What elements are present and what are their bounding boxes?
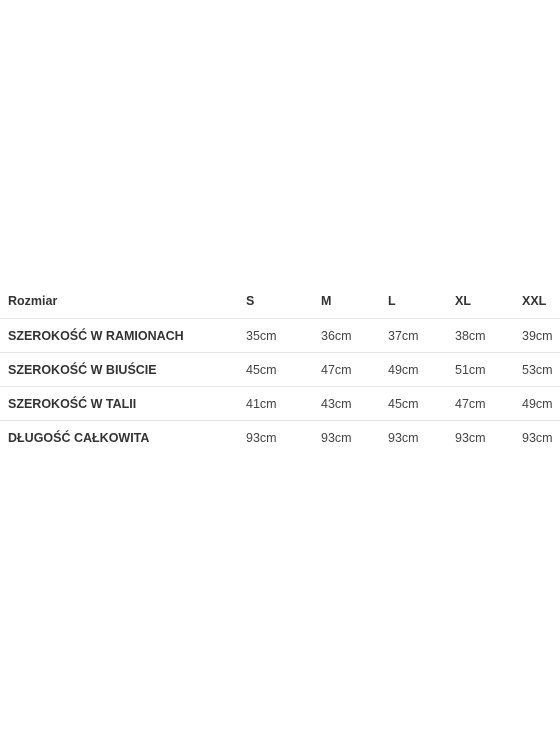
table-cell: 38cm — [447, 319, 514, 353]
table-cell: 41cm — [246, 387, 313, 421]
size-header-l: L — [380, 284, 447, 319]
table-row — [0, 353, 560, 387]
table-cell: 49cm — [514, 387, 560, 421]
table-cell: 39cm — [514, 319, 560, 353]
size-header-xl: XL — [447, 284, 514, 319]
table-cell: 93cm — [246, 430, 277, 445]
table-cell: 45cm — [246, 353, 313, 387]
table-cell: 36cm — [313, 319, 380, 353]
table-row — [0, 319, 560, 353]
table-cell: 93cm — [321, 430, 352, 445]
row-label-shoulder-width: SZEROKOŚĆ W RAMIONACH — [0, 319, 246, 353]
size-chart-table — [0, 284, 560, 454]
size-header-m: M — [313, 284, 380, 319]
row-label-total-length: DŁUGOŚĆ CAŁKOWITA — [8, 430, 150, 445]
table-cell: 35cm — [246, 319, 313, 353]
table-row — [0, 387, 560, 421]
size-header-label: Rozmiar — [0, 284, 246, 319]
table-cell: 51cm — [447, 353, 514, 387]
table-cell: 45cm — [380, 387, 447, 421]
table-cell: 43cm — [313, 387, 380, 421]
size-header-s: S — [246, 284, 313, 319]
table-row — [0, 421, 560, 455]
table-cell: 47cm — [447, 387, 514, 421]
table-cell: 37cm — [380, 319, 447, 353]
table-cell: 49cm — [380, 353, 447, 387]
table-cell: 47cm — [313, 353, 380, 387]
table-cell: 93cm — [522, 430, 553, 445]
row-label-waist-width: SZEROKOŚĆ W TALII — [0, 387, 246, 421]
table-cell: 53cm — [514, 353, 560, 387]
size-header-xxl: XXL — [514, 284, 560, 319]
table-cell: 93cm — [455, 430, 486, 445]
table-cell: 93cm — [388, 430, 419, 445]
row-label-bust-width: SZEROKOŚĆ W BIUŚCIE — [0, 353, 246, 387]
table-header-row — [0, 284, 560, 319]
